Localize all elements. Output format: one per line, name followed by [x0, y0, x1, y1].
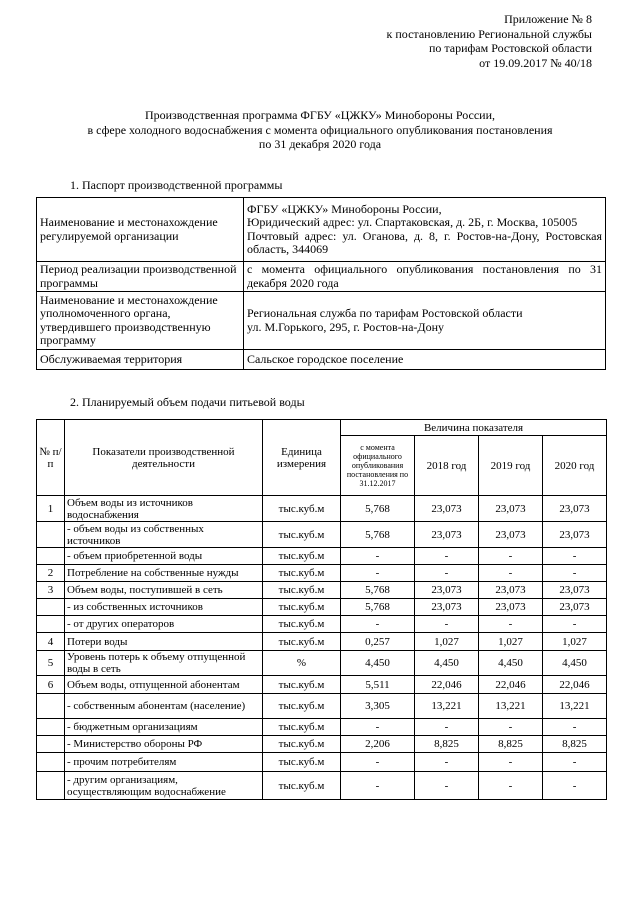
cell-v3: 23,073	[543, 599, 607, 616]
cell-unit: тыс.куб.м	[263, 496, 341, 522]
table-row	[37, 522, 607, 548]
passport-value-line: ФГБУ «ЦЖКУ» Минобороны России,	[247, 201, 442, 216]
cell-name: - из собственных источников	[65, 599, 263, 616]
cell-unit: тыс.куб.м	[263, 633, 341, 651]
cell-name: - прочим потребителям	[65, 753, 263, 772]
cell-v2: 22,046	[479, 676, 543, 694]
passport-value-line: Региональная служба по тарифам Ростовской области	[247, 306, 523, 320]
cell-name: Уровень потерь к объему отпущенной воды в сеть	[65, 651, 263, 676]
cell-v0: -	[341, 753, 415, 772]
cell-v1: 8,825	[415, 736, 479, 753]
passport-value: с момента официального опубликования постановления по 31 декабря 2020 года	[244, 262, 606, 292]
cell-name: Потери воды	[65, 633, 263, 651]
table-header-row	[37, 420, 607, 436]
table-row	[37, 753, 607, 772]
cell-v2: 23,073	[479, 522, 543, 548]
cell-num: 4	[37, 633, 65, 651]
cell-v3: 13,221	[543, 694, 607, 719]
cell-num: 6	[37, 676, 65, 694]
cell-v2: 23,073	[479, 496, 543, 522]
cell-unit: %	[263, 651, 341, 676]
volume-table	[36, 419, 607, 800]
cell-v3: 22,046	[543, 676, 607, 694]
cell-v2: 13,221	[479, 694, 543, 719]
cell-v1: -	[415, 565, 479, 582]
cell-v2: 8,825	[479, 736, 543, 753]
passport-value-line: Почтовый адрес: ул. Оганова, д. 8, г. Ростов-на-Дону, Ростовская область, 344069	[247, 228, 602, 256]
cell-v1: 22,046	[415, 676, 479, 694]
cell-v0: 5,768	[341, 599, 415, 616]
passport-label: Наименование и местонахождение регулируемой организации	[37, 198, 244, 262]
document-title	[0, 108, 640, 152]
cell-unit: тыс.куб.м	[263, 753, 341, 772]
header-unit: Единица измерения	[263, 420, 341, 496]
cell-v2: -	[479, 565, 543, 582]
cell-v2: -	[479, 719, 543, 736]
table-row	[37, 719, 607, 736]
section-2-heading: 2. Планируемый объем подачи питьевой воды	[70, 395, 305, 409]
cell-v2: 1,027	[479, 633, 543, 651]
appendix-line: от 19.09.2017 № 40/18	[479, 55, 592, 70]
cell-v1: 4,450	[415, 651, 479, 676]
cell-name: - собственным абонентам (население)	[65, 694, 263, 719]
cell-v3: 23,073	[543, 522, 607, 548]
cell-v2: -	[479, 772, 543, 800]
cell-v3: 4,450	[543, 651, 607, 676]
passport-label: Обслуживаемая территория	[37, 350, 244, 370]
cell-unit: тыс.куб.м	[263, 719, 341, 736]
cell-v0: 5,511	[341, 676, 415, 694]
cell-v0: -	[341, 772, 415, 800]
appendix-line: Приложение № 8	[504, 12, 592, 26]
cell-v1: 23,073	[415, 582, 479, 599]
cell-v2: 23,073	[479, 599, 543, 616]
cell-v2: -	[479, 548, 543, 565]
cell-num: 5	[37, 651, 65, 676]
cell-name: - другим организациям, осуществляющим водоснабжение	[65, 772, 263, 800]
cell-unit: тыс.куб.м	[263, 616, 341, 633]
cell-unit: тыс.куб.м	[263, 582, 341, 599]
cell-unit: тыс.куб.м	[263, 599, 341, 616]
cell-num	[37, 616, 65, 633]
cell-name: - объем воды из собственных источников	[65, 522, 263, 548]
cell-name: - бюджетным организациям	[65, 719, 263, 736]
cell-v2: 4,450	[479, 651, 543, 676]
passport-value-line: Юридический адрес: ул. Спартаковская, д. 2Б, г. Москва, 105005	[247, 215, 578, 229]
table-row	[37, 736, 607, 753]
cell-v3: 1,027	[543, 633, 607, 651]
header-num: № п/п	[37, 420, 65, 496]
cell-name: Объем воды, поступившей в сеть	[65, 582, 263, 599]
table-row	[37, 496, 607, 522]
table-row	[37, 582, 607, 599]
cell-v3: -	[543, 548, 607, 565]
table-row	[37, 565, 607, 582]
table-row	[37, 651, 607, 676]
cell-v0: 0,257	[341, 633, 415, 651]
cell-v1: 1,027	[415, 633, 479, 651]
cell-v0: 5,768	[341, 496, 415, 522]
cell-v3: 23,073	[543, 496, 607, 522]
cell-num	[37, 753, 65, 772]
passport-table	[36, 197, 606, 370]
passport-value	[244, 292, 606, 350]
title-line: Производственная программа ФГБУ «ЦЖКУ» Минобороны России,	[144, 108, 496, 122]
cell-name: Объем воды из источников водоснабжения	[65, 496, 263, 522]
cell-v1: -	[415, 753, 479, 772]
cell-num: 3	[37, 582, 65, 599]
cell-v1: 23,073	[415, 522, 479, 548]
cell-v0: 2,206	[341, 736, 415, 753]
cell-v2: 23,073	[479, 582, 543, 599]
appendix-line: к постановлению Региональной службы	[386, 26, 592, 41]
cell-v1: -	[415, 548, 479, 565]
passport-row	[37, 262, 606, 292]
header-indicator: Показатели производственной деятельности	[65, 420, 263, 496]
passport-value-line: ул. М.Горького, 295, г. Ростов-на-Дону	[247, 319, 444, 334]
passport-value: Сальское городское поселение	[244, 350, 606, 370]
cell-v1: 23,073	[415, 599, 479, 616]
cell-unit: тыс.куб.м	[263, 736, 341, 753]
cell-v3: -	[543, 565, 607, 582]
header-col-2019: 2019 год	[479, 436, 543, 496]
title-line: по 31 декабря 2020 года	[258, 137, 382, 151]
cell-v1: -	[415, 772, 479, 800]
cell-unit: тыс.куб.м	[263, 772, 341, 800]
cell-unit: тыс.куб.м	[263, 565, 341, 582]
cell-v0: -	[341, 565, 415, 582]
volume-table-body	[37, 496, 607, 800]
cell-name: - от других операторов	[65, 616, 263, 633]
cell-v0: 5,768	[341, 522, 415, 548]
cell-v2: -	[479, 753, 543, 772]
cell-v3: 23,073	[543, 582, 607, 599]
table-row	[37, 616, 607, 633]
table-row	[37, 694, 607, 719]
table-row	[37, 676, 607, 694]
cell-unit: тыс.куб.м	[263, 694, 341, 719]
cell-v0: -	[341, 548, 415, 565]
cell-v0: -	[341, 616, 415, 633]
table-row	[37, 599, 607, 616]
cell-v1: -	[415, 616, 479, 633]
passport-row	[37, 292, 606, 350]
passport-row	[37, 198, 606, 262]
cell-num	[37, 772, 65, 800]
section-1-heading: 1. Паспорт производственной программы	[70, 178, 283, 192]
cell-v1: 13,221	[415, 694, 479, 719]
cell-name: Объем воды, отпущенной абонентам	[65, 676, 263, 694]
table-row	[37, 548, 607, 565]
passport-value	[244, 198, 606, 262]
passport-label: Период реализации производственной программы	[37, 262, 244, 292]
cell-v0: 4,450	[341, 651, 415, 676]
cell-v3: -	[543, 616, 607, 633]
cell-unit: тыс.куб.м	[263, 522, 341, 548]
table-row	[37, 772, 607, 800]
cell-v1: -	[415, 719, 479, 736]
cell-num	[37, 694, 65, 719]
cell-v3: -	[543, 719, 607, 736]
cell-v3: -	[543, 753, 607, 772]
appendix-header	[387, 12, 592, 70]
cell-num	[37, 522, 65, 548]
header-col-2018: 2018 год	[415, 436, 479, 496]
cell-name: - Министерство обороны РФ	[65, 736, 263, 753]
cell-num	[37, 736, 65, 753]
cell-num: 1	[37, 496, 65, 522]
title-line: в сфере холодного водоснабжения с момента официального опубликования постановления	[87, 122, 553, 137]
header-col-from: с момента официального опубликования постановления по 31.12.2017	[341, 436, 415, 496]
cell-v3: -	[543, 772, 607, 800]
table-row	[37, 633, 607, 651]
cell-v0: -	[341, 719, 415, 736]
passport-row	[37, 350, 606, 370]
header-value-group: Величина показателя	[341, 420, 607, 436]
cell-num	[37, 548, 65, 565]
cell-v0: 5,768	[341, 582, 415, 599]
cell-num	[37, 719, 65, 736]
passport-label: Наименование и местонахождение уполномоченного органа, утвердившего производственную программу	[37, 292, 244, 350]
cell-name: Потребление на собственные нужды	[65, 565, 263, 582]
cell-v0: 3,305	[341, 694, 415, 719]
appendix-line: по тарифам Ростовской области	[428, 41, 592, 55]
cell-unit: тыс.куб.м	[263, 676, 341, 694]
cell-unit: тыс.куб.м	[263, 548, 341, 565]
cell-v2: -	[479, 616, 543, 633]
header-col-2020: 2020 год	[543, 436, 607, 496]
cell-num: 2	[37, 565, 65, 582]
cell-v1: 23,073	[415, 496, 479, 522]
cell-v3: 8,825	[543, 736, 607, 753]
cell-name: - объем приобретенной воды	[65, 548, 263, 565]
cell-num	[37, 599, 65, 616]
